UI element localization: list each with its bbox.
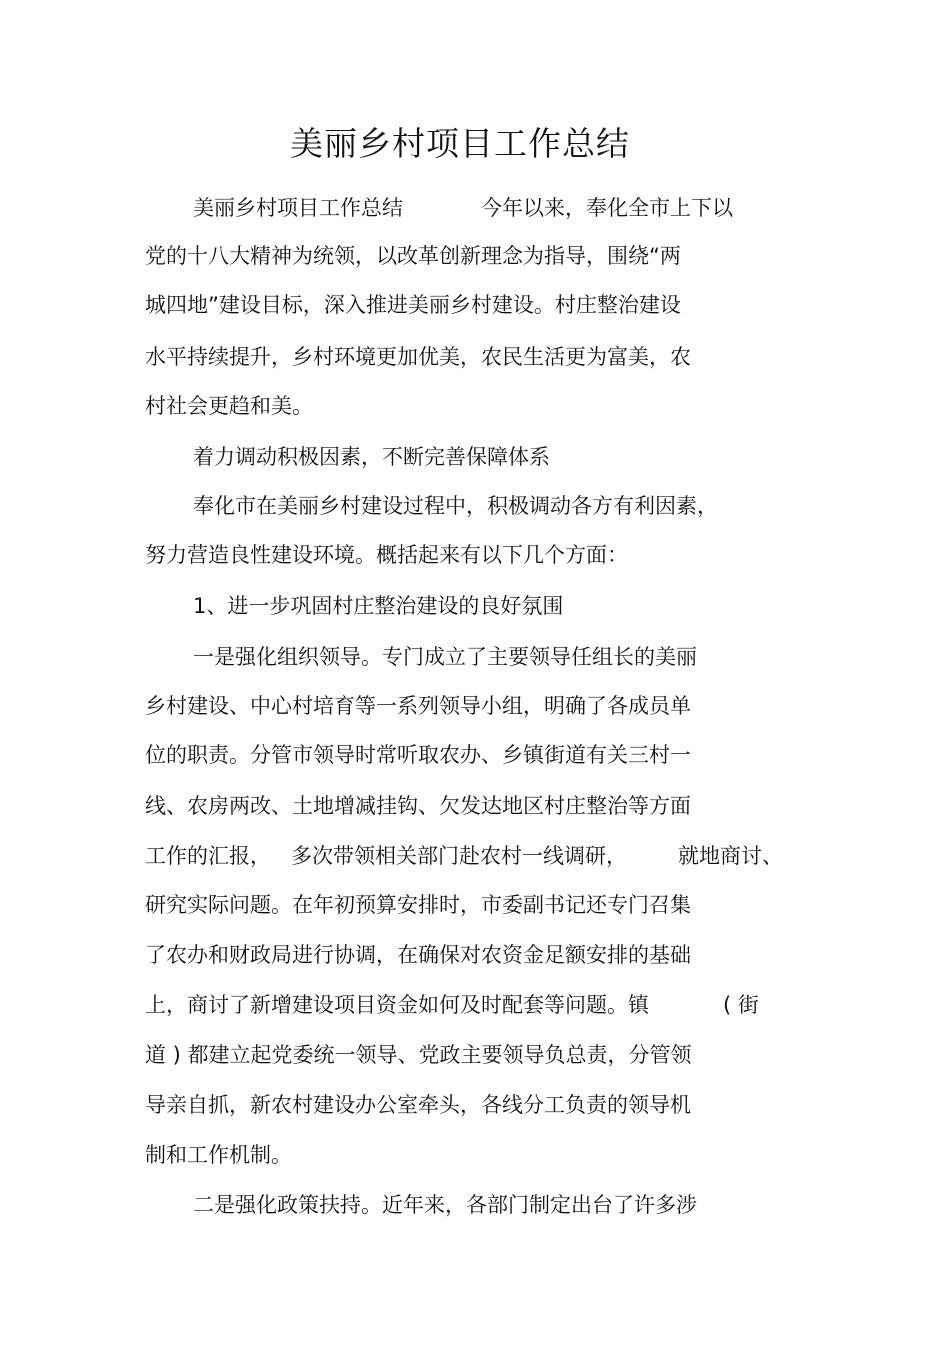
paragraph-text: 工作的汇报， [145, 844, 271, 868]
paragraph-text: 今年以来，奉化全市上下以 [481, 196, 733, 220]
paragraph-line: 水平持续提升，乡村环境更加优美，农民生活更为富美，农 [145, 345, 691, 369]
paragraph-line: 制和工作机制。 [145, 1143, 292, 1167]
paragraph-line: 乡村建设、中心村培育等一系列领导小组，明确了各成员单 [145, 694, 691, 718]
paragraph-line: 线、农房两改、土地增减挂钩、欠发达地区村庄整治等方面 [145, 794, 691, 818]
paragraph-line: 努力营造良性建设环境。概括起来有以下几个方面： [145, 543, 628, 567]
paragraph-line: 城四地”建设目标，深入推进美丽乡村建设。村庄整治建设 [145, 293, 681, 317]
section-heading: 着力调动积极因素，不断完善保障体系 [193, 445, 550, 469]
paragraph-line: 党的十八大精神为统领，以改革创新理念为指导，围绕“两 [145, 244, 681, 268]
paragraph-line [145, 841, 783, 871]
paragraph-line: 位的职责。分管市领导时常听取农办、乡镇街道有关三村一 [145, 743, 691, 767]
inline-heading: 美丽乡村项目工作总结 [193, 196, 403, 220]
paragraph-text: 上，商讨了新增建设项目资金如何及时配套等问题。镇 [145, 993, 649, 1017]
paragraph-line: 村社会更趋和美。 [145, 394, 313, 418]
paragraph-line: 道 ) 都建立起党委统一领导、党政主要领导负总责，分管领 [145, 1043, 692, 1067]
paragraph-line: 了农办和财政局进行协调，在确保对农资金足额安排的基础 [145, 943, 691, 967]
paragraph-line [193, 193, 733, 223]
paragraph-line: 奉化市在美丽乡村建设过程中，积极调动各方有利因素， [193, 494, 718, 518]
paragraph-line [145, 990, 759, 1020]
document-title: 美丽乡村项目工作总结 [290, 124, 630, 163]
paragraph-text: 多次带领相关部门赴农村一线调研， [291, 844, 627, 868]
paragraph-line: 一是强化组织领导。专门成立了主要领导任组长的美丽 [193, 645, 697, 669]
paragraph-line: 二是强化政策扶持。近年来，各部门制定出台了许多涉 [193, 1193, 697, 1217]
paragraph-line: 研究实际问题。在年初预算安排时，市委副书记还专门召集 [145, 893, 691, 917]
paragraph-line: 导亲自抓，新农村建设办公室牵头，各线分工负责的领导机 [145, 1093, 691, 1117]
paragraph-text: 就地商讨、 [678, 844, 783, 868]
subsection-heading: 1、进一步巩固村庄整治建设的良好氛围 [193, 594, 564, 618]
paragraph-text: ( 街 [723, 993, 759, 1017]
